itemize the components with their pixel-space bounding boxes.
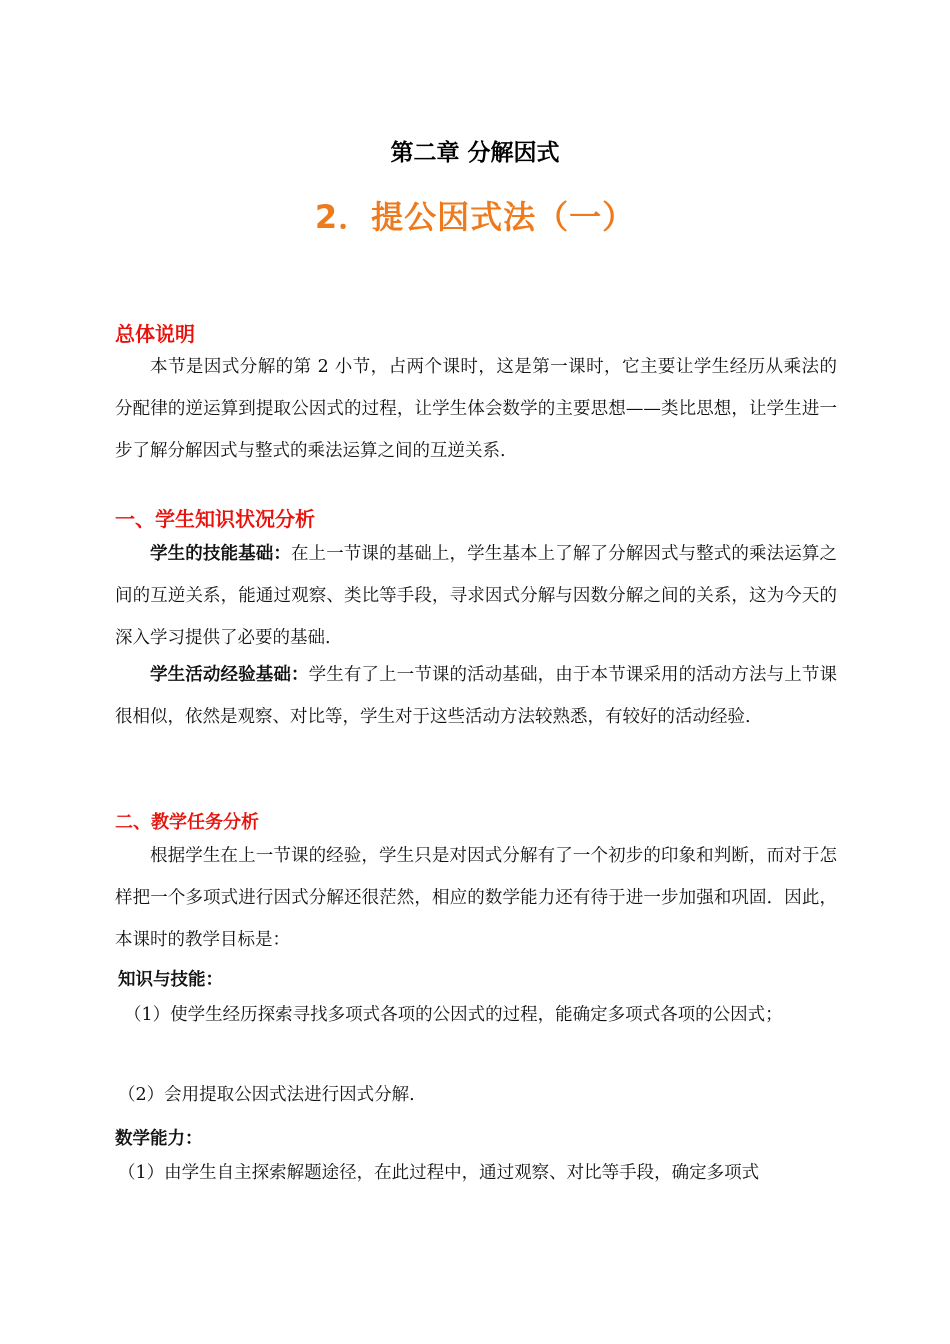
skill-paragraph (115, 533, 837, 659)
activity-text: 学生有了上一节课的活动基础，由于本节课采用的活动方法与上节课很相似，依然是观察、对比等，学生对于这些活动方法较熟悉，有较好的活动经验. (115, 665, 838, 727)
math-ability-heading: 数学能力： (115, 1129, 203, 1149)
activity-label: 学生活动经验基础： (150, 665, 309, 685)
knowledge-heading: 知识与技能： (118, 970, 223, 990)
overview-paragraph: 本节是因式分解的第 2 小节，占两个课时，这是第一课时，它主要让学生经历从乘法的分配律的逆运算到提取公因式的过程，让学生体会数学的主要思想——类比思想，让学生进一步了解分解因式与整式的乘法运算之间的互逆关系. (115, 357, 837, 461)
chapter-title: 第二章 分解因式 (390, 140, 560, 166)
activity-paragraph (115, 654, 837, 738)
skill-text: 在上一节课的基础上，学生基本上了解了分解因式与整式的乘法运算之间的互逆关系，能通过观察、类比等手段，寻求因式分解与因数分解之间的关系，这为今天的深入学习提供了必要的基础. (115, 544, 838, 648)
knowledge-item-1: （1）使学生经历探索寻找多项式各项的公因式的过程，能确定多项式各项的公因式； (124, 1005, 783, 1025)
section2-intro: 根据学生在上一节课的经验，学生只是对因式分解有了一个初步的印象和判断，而对于怎样把一个多项式进行因式分解还很茫然，相应的数学能力还有待于进一步加强和巩固．因此，本课时的教学目标是： (115, 846, 837, 950)
section1-heading: 一、学生知识状况分析 (115, 507, 315, 531)
overview-heading: 总体说明 (115, 322, 195, 346)
lesson-title: 2．提公因式法（一） (314, 198, 636, 236)
skill-label: 学生的技能基础： (150, 544, 291, 564)
knowledge-item-2: （2）会用提取公因式法进行因式分解. (118, 1085, 415, 1105)
section2-heading: 二、教学任务分析 (115, 812, 259, 833)
math-ability-item-1: （1）由学生自主探索解题途径，在此过程中，通过观察、对比等手段，确定多项式 (118, 1163, 760, 1183)
